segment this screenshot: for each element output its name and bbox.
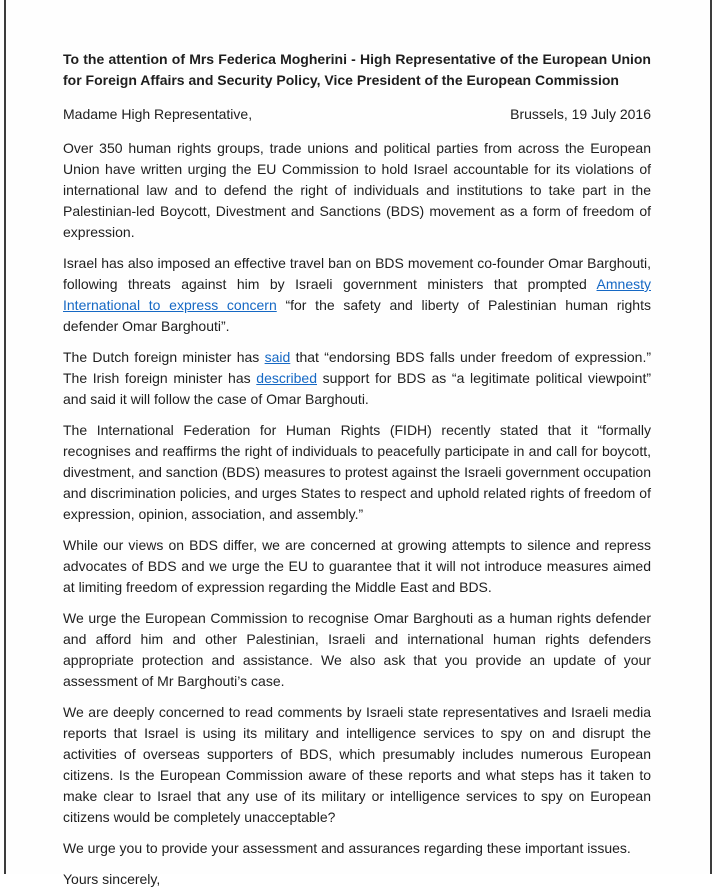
letter-paragraph xyxy=(63,838,651,859)
letter-paragraph xyxy=(63,608,651,692)
text-run: We urge the European Commission to recognise Omar Barghouti as a human rights defender and afford him and other Palestinian, Israeli and international human rights defenders appropriate protection and assistance. We also ask that you provide an update of your assessment of Mr Barghouti’s case. xyxy=(63,610,651,689)
text-run: The Dutch foreign minister has xyxy=(63,349,265,365)
amnesty-international-link[interactable]: Amnesty International to express concern xyxy=(63,276,651,313)
text-run: that “endorsing BDS falls under freedom of expression.” The Irish foreign minister has xyxy=(63,349,652,386)
page-edge-right xyxy=(710,0,712,874)
irish-minister-described-link[interactable]: described xyxy=(256,370,317,386)
text-run: We urge you to provide your assessment and assurances regarding these important issues. xyxy=(63,840,631,856)
letter-paragraph xyxy=(63,253,651,337)
letter-body xyxy=(63,138,651,859)
letter-paragraph xyxy=(63,535,651,598)
salutation-row xyxy=(63,104,651,125)
text-run: support for BDS as “a legitimate political viewpoint” and said it will follow the case of Omar Barghouti. xyxy=(63,370,652,407)
letter-paragraph xyxy=(63,138,651,243)
letter-paragraph xyxy=(63,702,651,828)
text-run: While our views on BDS differ, we are concerned at growing attempts to silence and repress advocates of BDS and we urge the EU to guarantee that it will not introduce measures aimed at limiting freedom of expression regarding the Middle East and BDS. xyxy=(63,537,651,595)
text-run: Israel has also imposed an effective travel ban on BDS movement co-founder Omar Barghouti, following threats against him by Israeli government ministers that prompted xyxy=(63,255,651,292)
dutch-minister-said-link[interactable]: said xyxy=(264,349,291,365)
dateline: Brussels, 19 July 2016 xyxy=(510,106,651,122)
text-run: The International Federation for Human Rights (FIDH) recently stated that it “formally recognises and reaffirms the right of individuals to peacefully participate in and call for boycott, divestment, and sanction (BDS) measures to protest against the Israeli government occupation and discrimination policies, and urges States to respect and uphold related rights of freedom of expression, opinion, association, and assembly.” xyxy=(63,422,651,522)
text-run: “for the safety and liberty of Palestinian human rights defender Omar Barghouti”. xyxy=(63,297,651,334)
letter-paragraph xyxy=(63,420,651,525)
page-edge-left xyxy=(4,0,6,874)
closing-line: Yours sincerely, xyxy=(63,871,161,887)
text-run: Over 350 human rights groups, trade unions and political parties from across the European Union have written urging the EU Commission to hold Israel accountable for its violations of international law and to defend the right of individuals and institutions to take part in the Palestinian-led Boycott, Divestment and Sanctions (BDS) movement as a form of freedom of expression. xyxy=(63,140,651,240)
letter-addressee-header: To the attention of Mrs Federica Mogherini - High Representative of the European Union for Foreign Affairs and Security Policy, Vice President of the European Commission xyxy=(63,51,651,88)
salutation: Madame High Representative, xyxy=(63,106,253,122)
letter-content xyxy=(63,49,651,890)
letter-paragraph xyxy=(63,347,651,410)
text-run: We are deeply concerned to read comments by Israeli state representatives and Israeli media reports that Israel is using its military and intelligence services to spy on and disrupt the activities of overseas supporters of BDS, which presumably includes numerous European citizens. Is the European Commission aware of these reports and what steps has it taken to make clear to Israel that any use of its military or intelligence services to spy on European citizens would be completely unacceptable? xyxy=(63,704,651,825)
